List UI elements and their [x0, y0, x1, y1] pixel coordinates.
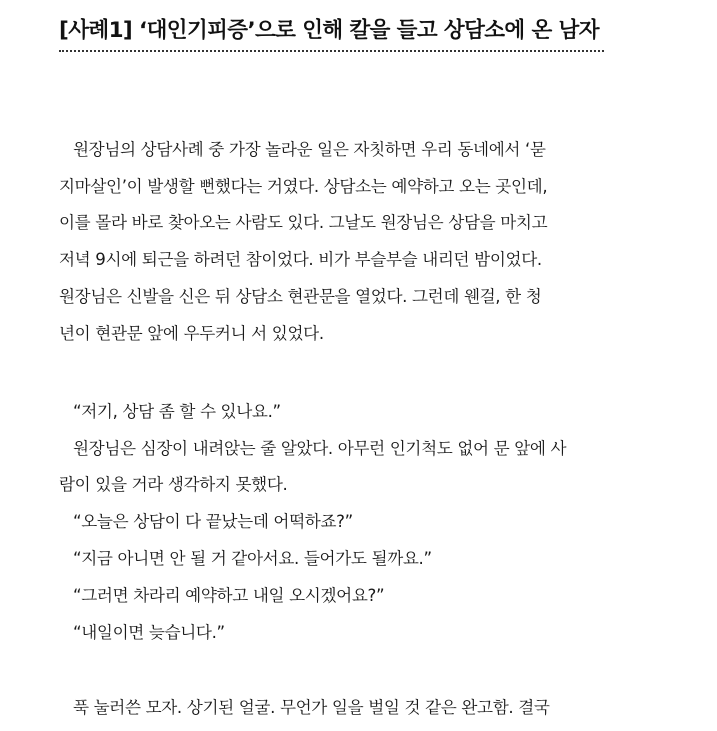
text-line: 이를 몰라 바로 찾아오는 사람도 있다. 그날도 원장님은 상담을 마치고	[59, 213, 548, 232]
dialogue-line: “내일이면 늦습니다.”	[73, 623, 225, 642]
text-line: 원장님은 신발을 신은 뒤 상담소 현관문을 열었다. 그런데 웬걸, 한 청	[59, 287, 542, 306]
text-line: 푹 눌러쓴 모자. 상기된 얼굴. 무언가 일을 벌일 것 같은 완고함. 결국	[73, 698, 550, 717]
text-line: 원장님은 심장이 내려앉는 줄 알았다. 아무런 인기척도 없어 문 앞에 사	[73, 439, 567, 458]
text-line: 원장님의 상담사례 중 가장 놀라운 일은 자칫하면 우리 동네에서 ‘묻	[73, 140, 546, 159]
text-line: 저녁 9시에 퇴근을 하려던 참이었다. 비가 부슬부슬 내리던 밤이었다.	[59, 250, 542, 269]
title-underline	[59, 16, 604, 52]
dialogue-line: “그러면 차라리 예약하고 내일 오시겠어요?”	[73, 586, 385, 605]
dialogue-line: “저기, 상담 좀 할 수 있나요.”	[73, 402, 281, 421]
page-title: [사례1] ‘대인기피증’으로 인해 칼을 들고 상담소에 온 남자	[59, 18, 599, 43]
dialogue-line: “오늘은 상담이 다 끝났는데 어떡하죠?”	[73, 512, 353, 531]
text-line: 지마살인’이 발생할 뻔했다는 거였다. 상담소는 예약하고 오는 곳인데,	[59, 177, 548, 196]
text-line: 년이 현관문 앞에 우두커니 서 있었다.	[59, 324, 324, 343]
text-line: 람이 있을 거라 생각하지 못했다.	[59, 475, 288, 494]
dialogue-line: “지금 아니면 안 될 거 같아서요. 들어가도 될까요.”	[73, 549, 432, 568]
